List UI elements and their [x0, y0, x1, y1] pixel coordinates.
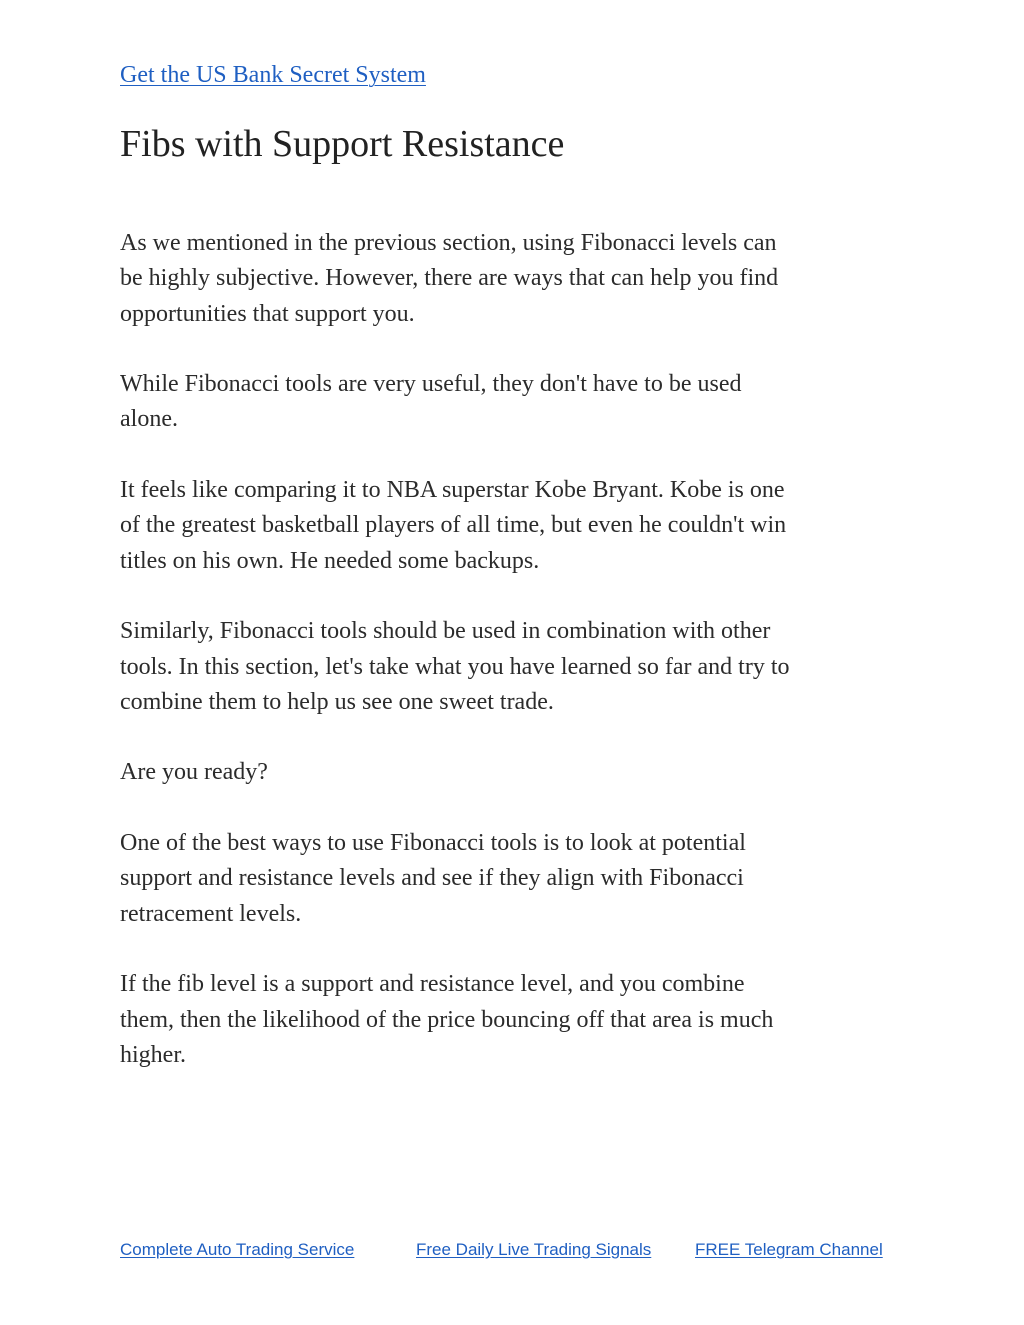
paragraph-line: support and resistance levels and see if they align with Fibonacci: [120, 865, 744, 892]
paragraph-line: One of the best ways to use Fibonacci tools is to look at potential: [120, 830, 746, 857]
article-body: [120, 226, 920, 1108]
telegram-channel-link[interactable]: FREE Telegram Channel: [695, 1240, 883, 1259]
paragraph: [120, 473, 920, 579]
paragraph-line: It feels like comparing it to NBA superstar Kobe Bryant. Kobe is one: [120, 477, 785, 504]
paragraph-line: As we mentioned in the previous section, using Fibonacci levels can: [120, 230, 777, 256]
paragraph: [120, 367, 920, 438]
paragraph-line: of the greatest basketball players of all time, but even he couldn't win: [120, 512, 787, 539]
page-title: Fibs with Support Resistance: [120, 123, 565, 165]
paragraph: [120, 614, 920, 720]
paragraph: [120, 967, 920, 1073]
paragraph-line: Similarly, Fibonacci tools should be used in combination with other: [120, 618, 771, 645]
paragraph-line: tools. In this section, let's take what you have learned so far and try to: [120, 653, 790, 680]
paragraph-line: Are you ready?: [120, 759, 268, 786]
live-trading-signals-link[interactable]: Free Daily Live Trading Signals: [416, 1240, 652, 1259]
footer-links: [0, 1240, 1024, 1268]
paragraph-line: alone.: [120, 406, 178, 433]
paragraph: [120, 826, 920, 932]
paragraph-line: be highly subjective. However, there are ways that can help you find: [120, 265, 779, 292]
paragraph-line: opportunities that support you.: [120, 300, 415, 327]
paragraph: [120, 226, 920, 332]
paragraph-line: titles on his own. He needed some backups.: [120, 547, 540, 574]
paragraph-line: higher.: [120, 1041, 186, 1068]
paragraph: [120, 755, 920, 790]
paragraph-line: them, then the likelihood of the price bouncing off that area is much: [120, 1006, 774, 1033]
auto-trading-service-link[interactable]: Complete Auto Trading Service: [120, 1240, 355, 1259]
paragraph-line: retracement levels.: [120, 900, 302, 927]
paragraph-line: combine them to help us see one sweet trade.: [120, 688, 554, 715]
us-bank-secret-system-link[interactable]: Get the US Bank Secret System: [120, 62, 426, 88]
paragraph-line: If the fib level is a support and resistance level, and you combine: [120, 971, 745, 998]
paragraph-line: While Fibonacci tools are very useful, they don't have to be used: [120, 371, 742, 398]
